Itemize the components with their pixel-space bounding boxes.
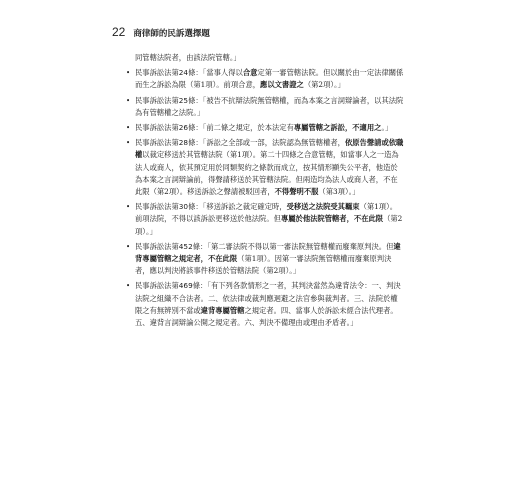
statute-item-30: [126, 201, 404, 238]
continuation-text: 同管轄法院者，由該法院管轄。」: [135, 53, 241, 62]
statute-part: （第2項）。」: [135, 214, 403, 236]
statute-text: [135, 280, 404, 329]
statute-part: 之規定者。四、當事人於訴訟未經合法代理者。五、違背言詞辯論公開之規定者。六、判決不備理由或理由矛盾者。」: [135, 305, 398, 328]
statute-text: [135, 201, 404, 238]
statute-lead: 民事訴訟法第24條：: [135, 68, 203, 78]
bullet-icon: •: [126, 139, 131, 148]
statute-lead: 民事訴訟法第452條：: [135, 241, 208, 251]
statute-lead: 民事訴訟法第469條：: [135, 281, 208, 291]
statute-lead: 民事訴訟法第26條：: [135, 123, 203, 133]
bullet-icon: •: [126, 69, 131, 78]
statute-part: 「前二條之規定，於本法定有: [202, 123, 294, 133]
page-body: [126, 52, 404, 332]
statute-text: [135, 122, 404, 134]
page-number: 22: [112, 25, 126, 39]
statute-part: （第1項）。因第一審法院無管轄權而廢棄原判決者，應以判決將該事件移送於管轄法院（第2項）。」: [135, 254, 392, 276]
page-header: [112, 25, 210, 39]
bullet-icon: •: [126, 242, 131, 251]
statute-part: 「移送訴訟之裁定確定時，: [202, 202, 287, 212]
bullet-icon: •: [126, 203, 131, 212]
bullet-icon: •: [126, 282, 131, 291]
statute-part: 定第一審管轄法院。但以關於由一定法律關係而生之訴訟為限（第1項）。前項合意，: [135, 68, 404, 90]
statute-emphasis: 不得聲明不服: [274, 187, 319, 197]
statute-part: 「有下列各款情形之一者，其判決當然為違背法令：一、判決法院之組織不合法者。二、依法律或裁判應迴避之法官參與裁判者。三、法院於權限之有無辨別不當或: [135, 281, 401, 315]
statute-part: 。」: [381, 123, 393, 133]
statute-emphasis: 應以文書證之: [260, 80, 304, 90]
statute-item-28: [126, 137, 404, 198]
statute-part: 「訴訟之全部或一部，法院認為無管轄權者，: [202, 138, 345, 148]
statute-item-24: [126, 67, 404, 91]
statute-part: 「第二審法院不得以第一審法院無管轄權而廢棄原判決。但: [207, 241, 394, 251]
statute-part: （第3項）。」: [318, 187, 360, 197]
bullet-icon: •: [126, 124, 131, 133]
statute-part: （第1項）。前項法院，不得以該訴訟更移送於他法院。但: [135, 202, 398, 224]
statute-emphasis: 依原告聲請或依職權: [135, 138, 404, 160]
statute-item-469: [126, 280, 404, 329]
statute-lead: 民事訴訟法第25條：: [135, 95, 203, 105]
statute-emphasis: 合意: [242, 68, 258, 78]
statute-text: [135, 241, 404, 278]
statute-text: [135, 137, 404, 198]
statute-item-25: [126, 95, 404, 119]
statute-emphasis: 專屬於他法院管轄者，不在此限: [280, 214, 384, 224]
statute-part: 「當事人得以: [202, 68, 243, 78]
statute-part: （第2項）。」: [303, 80, 345, 90]
statute-text: [135, 95, 404, 119]
statute-lead: 民事訴訟法第30條：: [135, 202, 203, 212]
statute-lead: 民事訴訟法第28條：: [135, 138, 203, 148]
statute-part: 「被告不抗辯法院無管轄權，而為本案之言詞辯論者，以其法院為有管轄權之法院。」: [135, 95, 404, 117]
statute-emphasis: 專屬管轄之訴訟，不適用之: [293, 123, 382, 133]
statute-item-452: [126, 241, 404, 278]
statute-text: [135, 67, 404, 91]
bullet-icon: •: [126, 96, 131, 105]
statute-part: 以裁定移送於其管轄法院（第1項）。第二十四條之合意管轄，如當事人之一造為法人或商人，依其預定用於同類契約之條款而成立，按其情形顯失公平者，他造於為本案之言詞辯論前，得聲請移送於其管轄法院。但兩造均為法人或商人者，不在此限（第2項）。移送訴訟之聲請被駁回者，: [135, 150, 399, 197]
statute-emphasis: 違背專屬管轄: [200, 305, 245, 315]
book-title: 商律師的民訴選擇題: [133, 29, 210, 39]
statute-emphasis: 受移送之法院受其羈束: [286, 202, 360, 212]
statute-item-26: [126, 122, 404, 134]
statute-emphasis: 違背專屬管轄之規定者，不在此限: [135, 241, 401, 264]
